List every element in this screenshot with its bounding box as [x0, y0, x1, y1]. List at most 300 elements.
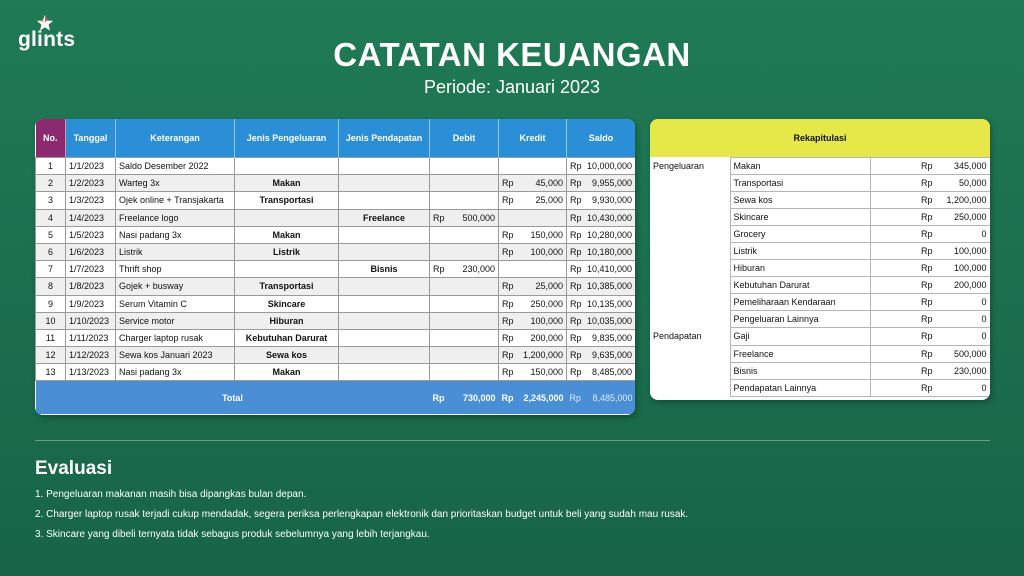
currency-label: Rp	[502, 178, 514, 189]
cell-balance-value	[570, 299, 632, 309]
cell-credit-amount: 25,000	[535, 195, 563, 206]
evaluation-item: 3. Skincare yang dibeli ternyata tidak sebagus produk sebelumnya yang lebih terjangkau.	[35, 529, 430, 540]
recap-item: Makan	[730, 158, 870, 175]
recap-amount-value	[874, 178, 987, 188]
recap-row	[650, 362, 990, 379]
cell-no: 3	[36, 192, 66, 209]
cell-balance-amount: 9,955,000	[591, 178, 632, 189]
recap-amount	[870, 260, 990, 277]
recap-amount-value	[874, 212, 987, 222]
cell-date: 1/10/2023	[66, 312, 116, 329]
cell-description: Thrift shop	[116, 261, 235, 278]
recap-row	[650, 209, 990, 226]
cell-credit-amount: 150,000	[530, 229, 563, 240]
recap-amount-number: 250,000	[953, 212, 987, 223]
cell-expense-type: Makan	[235, 175, 339, 192]
table-row	[36, 295, 636, 312]
recap-panel	[650, 119, 990, 400]
recap-amount-number: 50,000	[958, 178, 987, 189]
currency-label: Rp	[502, 298, 514, 309]
table-row	[36, 175, 636, 192]
currency-label: Rp	[433, 264, 445, 275]
table-row	[36, 226, 636, 243]
cell-debit	[430, 261, 499, 278]
currency-label: Rp	[920, 365, 933, 376]
cell-income-type: Bisnis	[339, 261, 430, 278]
cell-credit-value	[502, 178, 563, 188]
recap-group	[650, 345, 730, 362]
recap-item: Skincare	[730, 209, 870, 226]
cell-no: 8	[36, 278, 66, 295]
cell-credit-value	[502, 230, 563, 240]
recap-amount-value	[874, 263, 987, 273]
col-header-date: Tanggal	[66, 119, 116, 158]
cell-no: 13	[36, 364, 66, 381]
cell-credit-value	[502, 367, 563, 377]
currency-label: Rp	[570, 367, 582, 378]
recap-item: Pemeliharaan Kendaraan	[730, 294, 870, 311]
cell-credit	[499, 261, 567, 278]
col-header-balance: Saldo	[567, 119, 636, 158]
recap-amount-number: 200,000	[953, 280, 987, 291]
recap-group	[650, 379, 730, 396]
cell-credit	[499, 329, 567, 346]
recap-amount-value	[874, 195, 987, 205]
cell-no: 6	[36, 243, 66, 260]
table-row	[36, 278, 636, 295]
cell-income-type	[339, 158, 430, 175]
cell-description: Ojek online + Transjakarta	[116, 192, 235, 209]
currency-label: Rp	[920, 297, 933, 308]
cell-balance-value	[570, 178, 632, 188]
cell-balance-value	[570, 316, 632, 326]
cell-credit-value	[502, 350, 563, 360]
cell-debit-amount: 230,000	[462, 264, 495, 275]
currency-label: Rp	[501, 392, 514, 403]
cell-balance-amount: 10,135,000	[586, 298, 632, 309]
currency-label: Rp	[432, 392, 445, 403]
recap-row	[650, 158, 990, 175]
cell-no: 2	[36, 175, 66, 192]
recap-group	[650, 311, 730, 328]
recap-title: Rekapitulasi	[650, 119, 990, 157]
recap-amount-value	[874, 314, 987, 324]
cell-expense-type: Kebutuhan Darurat	[235, 329, 339, 346]
cell-balance	[567, 364, 636, 381]
currency-label: Rp	[570, 195, 582, 206]
cell-debit	[430, 192, 499, 209]
cell-credit-value	[502, 247, 563, 257]
recap-row	[650, 379, 990, 396]
recap-amount	[870, 311, 990, 328]
cell-date: 1/5/2023	[66, 226, 116, 243]
recap-amount-number: 0	[981, 382, 987, 393]
table-body	[36, 158, 636, 415]
recap-item: Listrik	[730, 243, 870, 260]
currency-label: Rp	[920, 348, 933, 359]
cell-expense-type: Hiburan	[235, 312, 339, 329]
cell-income-type	[339, 295, 430, 312]
cell-balance-amount: 9,835,000	[591, 332, 632, 343]
cell-no: 7	[36, 261, 66, 278]
cell-balance	[567, 158, 636, 175]
cell-debit-value	[433, 213, 495, 223]
cell-balance-amount: 10,385,000	[586, 281, 632, 292]
currency-label: Rp	[502, 281, 514, 292]
cell-date: 1/13/2023	[66, 364, 116, 381]
cell-credit	[499, 295, 567, 312]
cell-credit-amount: 100,000	[530, 315, 563, 326]
cell-date: 1/8/2023	[66, 278, 116, 295]
cell-balance-amount: 10,180,000	[586, 247, 632, 258]
recap-row	[650, 192, 990, 209]
recap-group	[650, 260, 730, 277]
cell-date: 1/11/2023	[66, 329, 116, 346]
section-divider	[35, 440, 990, 441]
recap-row	[650, 243, 990, 260]
recap-row	[650, 226, 990, 243]
recap-item: Sewa kos	[730, 192, 870, 209]
cell-description: Warteg 3x	[116, 175, 235, 192]
recap-amount	[870, 345, 990, 362]
currency-label: Rp	[570, 332, 582, 343]
currency-label: Rp	[920, 195, 933, 206]
cell-date: 1/1/2023	[66, 158, 116, 175]
cell-expense-type: Transportasi	[235, 278, 339, 295]
recap-amount	[870, 362, 990, 379]
recap-item: Pendapatan Lainnya	[730, 379, 870, 396]
currency-label: Rp	[920, 331, 933, 342]
recap-row	[650, 345, 990, 362]
cell-date: 1/2/2023	[66, 175, 116, 192]
cell-expense-type: Skincare	[235, 295, 339, 312]
col-header-income-type: Jenis Pendapatan	[339, 119, 430, 158]
cell-expense-type: Transportasi	[235, 192, 339, 209]
recap-row	[650, 260, 990, 277]
cell-balance-amount: 10,410,000	[586, 264, 632, 275]
col-header-description: Keterangan	[116, 119, 235, 158]
recap-item: Freelance	[730, 345, 870, 362]
recap-amount-value	[874, 297, 987, 307]
recap-amount	[870, 277, 990, 294]
cell-credit-amount: 200,000	[530, 332, 563, 343]
cell-balance	[567, 295, 636, 312]
logo-text: glints	[18, 28, 76, 51]
cell-balance-amount: 10,280,000	[586, 229, 632, 240]
currency-label: Rp	[502, 332, 514, 343]
cell-income-type	[339, 226, 430, 243]
cell-expense-type	[235, 261, 339, 278]
cell-date: 1/4/2023	[66, 209, 116, 226]
currency-label: Rp	[570, 350, 582, 361]
recap-amount-value	[874, 280, 987, 290]
cell-balance-value	[570, 350, 632, 360]
currency-label: Rp	[920, 161, 933, 172]
total-credit-amount: 2,245,000	[523, 392, 564, 403]
currency-label: Rp	[920, 246, 933, 257]
cell-no: 9	[36, 295, 66, 312]
currency-label: Rp	[502, 315, 514, 326]
cell-balance	[567, 278, 636, 295]
cell-description: Saldo Desember 2022	[116, 158, 235, 175]
recap-group	[650, 362, 730, 379]
recap-item: Bisnis	[730, 362, 870, 379]
currency-label: Rp	[502, 195, 514, 206]
col-header-credit: Kredit	[499, 119, 567, 158]
recap-amount	[870, 328, 990, 345]
currency-label: Rp	[569, 392, 582, 403]
cell-income-type	[339, 192, 430, 209]
recap-amount	[870, 175, 990, 192]
cell-credit	[499, 226, 567, 243]
recap-body	[650, 158, 990, 397]
cell-no: 12	[36, 347, 66, 364]
recap-amount-value	[874, 161, 987, 171]
cell-income-type	[339, 243, 430, 260]
table-row	[36, 192, 636, 209]
recap-amount-value	[874, 383, 987, 393]
cell-balance	[567, 226, 636, 243]
total-label: Total	[36, 381, 430, 415]
currency-label: Rp	[570, 178, 582, 189]
cell-income-type	[339, 312, 430, 329]
cell-credit-value	[502, 333, 563, 343]
recap-row	[650, 277, 990, 294]
cell-balance-value	[570, 195, 632, 205]
total-debit-value	[433, 393, 496, 403]
currency-label: Rp	[920, 280, 933, 291]
recap-amount-number: 500,000	[953, 348, 987, 359]
cell-income-type: Freelance	[339, 209, 430, 226]
total-debit-amount: 730,000	[462, 392, 496, 403]
cell-debit	[430, 243, 499, 260]
recap-amount-number: 230,000	[953, 365, 987, 376]
cell-balance-value	[570, 281, 632, 291]
table-row	[36, 312, 636, 329]
table-row	[36, 347, 636, 364]
recap-row	[650, 294, 990, 311]
evaluation-item: 2. Charger laptop rusak terjadi cukup mendadak, segera periksa perlengkapan elektronik dan prioritaskan budget untuk beli yang sudah mau rusak.	[35, 509, 689, 520]
total-balance-amount: 8,485,000	[592, 392, 633, 403]
cell-credit-amount: 250,000	[530, 298, 563, 309]
cell-balance-value	[570, 230, 632, 240]
cell-debit	[430, 209, 499, 226]
cell-credit	[499, 278, 567, 295]
recap-amount-number: 100,000	[953, 263, 987, 274]
recap-amount	[870, 209, 990, 226]
cell-date: 1/12/2023	[66, 347, 116, 364]
cell-credit-value	[502, 299, 563, 309]
cell-description: Service motor	[116, 312, 235, 329]
recap-item: Hiburan	[730, 260, 870, 277]
cell-debit	[430, 158, 499, 175]
currency-label: Rp	[570, 212, 582, 223]
cell-debit	[430, 312, 499, 329]
cell-balance-value	[570, 161, 632, 171]
cell-credit-value	[502, 195, 563, 205]
recap-row	[650, 311, 990, 328]
recap-amount-number: 345,000	[953, 161, 987, 172]
table-row	[36, 209, 636, 226]
cell-debit	[430, 364, 499, 381]
recap-amount-number: 0	[981, 314, 987, 325]
recap-group	[650, 243, 730, 260]
cell-balance-amount: 9,635,000	[591, 350, 632, 361]
recap-item: Kebutuhan Darurat	[730, 277, 870, 294]
table-row	[36, 261, 636, 278]
recap-amount	[870, 192, 990, 209]
col-header-expense-type: Jenis Pengeluaran	[235, 119, 339, 158]
cell-debit	[430, 329, 499, 346]
cell-no: 1	[36, 158, 66, 175]
cell-balance	[567, 192, 636, 209]
currency-label: Rp	[920, 229, 933, 240]
cell-date: 1/7/2023	[66, 261, 116, 278]
currency-label: Rp	[570, 315, 582, 326]
total-debit	[430, 381, 499, 415]
cell-debit	[430, 347, 499, 364]
cell-income-type	[339, 329, 430, 346]
table-row	[36, 364, 636, 381]
total-row	[36, 381, 636, 415]
cell-expense-type: Sewa kos	[235, 347, 339, 364]
cell-description: Freelance logo	[116, 209, 235, 226]
currency-label: Rp	[570, 247, 582, 258]
evaluation-title: Evaluasi	[35, 458, 113, 479]
total-balance	[567, 381, 636, 415]
total-credit-value	[502, 393, 564, 403]
recap-amount	[870, 158, 990, 175]
recap-amount-number: 1,200,000	[946, 195, 987, 206]
cell-balance-amount: 9,930,000	[591, 195, 632, 206]
recap-amount-number: 0	[981, 229, 987, 240]
currency-label: Rp	[920, 314, 933, 325]
cell-credit	[499, 347, 567, 364]
table-row	[36, 158, 636, 175]
cell-debit-amount: 500,000	[462, 212, 495, 223]
cell-date: 1/9/2023	[66, 295, 116, 312]
cell-balance-value	[570, 264, 632, 274]
recap-amount-value	[874, 331, 987, 341]
currency-label: Rp	[920, 382, 933, 393]
cell-description: Listrik	[116, 243, 235, 260]
recap-row	[650, 328, 990, 345]
total-credit	[499, 381, 567, 415]
recap-amount-value	[874, 229, 987, 239]
cell-credit	[499, 158, 567, 175]
cell-description: Gojek + busway	[116, 278, 235, 295]
recap-amount-number: 0	[981, 297, 987, 308]
cell-expense-type: Listrik	[235, 243, 339, 260]
cell-expense-type	[235, 158, 339, 175]
recap-item: Gaji	[730, 328, 870, 345]
currency-label: Rp	[920, 263, 933, 274]
cell-balance	[567, 329, 636, 346]
cell-credit	[499, 209, 567, 226]
cell-balance-amount: 10,430,000	[586, 212, 632, 223]
cell-credit-amount: 25,000	[535, 281, 563, 292]
transactions-table	[35, 119, 635, 415]
recap-group: Pengeluaran	[650, 158, 730, 175]
recap-group	[650, 209, 730, 226]
total-balance-value	[570, 393, 633, 403]
cell-credit-amount: 1,200,000	[522, 350, 563, 361]
cell-expense-type	[235, 209, 339, 226]
currency-label: Rp	[920, 178, 933, 189]
cell-balance-amount: 10,035,000	[586, 315, 632, 326]
recap-amount-number: 0	[981, 331, 987, 342]
cell-credit-value	[502, 316, 563, 326]
recap-amount-value	[874, 246, 987, 256]
cell-no: 10	[36, 312, 66, 329]
currency-label: Rp	[433, 212, 445, 223]
recap-amount	[870, 243, 990, 260]
recap-item: Pengeluaran Lainnya	[730, 311, 870, 328]
cell-description: Nasi padang 3x	[116, 364, 235, 381]
cell-credit	[499, 175, 567, 192]
currency-label: Rp	[502, 350, 514, 361]
col-header-debit: Debit	[430, 119, 499, 158]
currency-label: Rp	[920, 212, 933, 223]
cell-credit	[499, 312, 567, 329]
currency-label: Rp	[570, 229, 582, 240]
evaluation-list	[35, 489, 995, 549]
cell-date: 1/3/2023	[66, 192, 116, 209]
table-row	[36, 329, 636, 346]
recap-group	[650, 294, 730, 311]
cell-credit-value	[502, 281, 563, 291]
cell-balance-value	[570, 333, 632, 343]
cell-balance	[567, 312, 636, 329]
recap-amount	[870, 226, 990, 243]
recap-amount	[870, 379, 990, 396]
cell-balance	[567, 209, 636, 226]
recap-group	[650, 226, 730, 243]
cell-balance	[567, 261, 636, 278]
cell-description: Sewa kos Januari 2023	[116, 347, 235, 364]
cell-balance-amount: 8,485,000	[591, 367, 632, 378]
cell-date: 1/6/2023	[66, 243, 116, 260]
cell-credit-amount: 100,000	[530, 247, 563, 258]
cell-income-type	[339, 175, 430, 192]
cell-no: 4	[36, 209, 66, 226]
recap-row	[650, 175, 990, 192]
recap-group	[650, 175, 730, 192]
cell-debit	[430, 226, 499, 243]
evaluation-item: 1. Pengeluaran makanan masih bisa dipangkas bulan depan.	[35, 489, 307, 500]
cell-no: 11	[36, 329, 66, 346]
currency-label: Rp	[570, 264, 582, 275]
currency-label: Rp	[570, 298, 582, 309]
cell-credit	[499, 364, 567, 381]
cell-credit-amount: 150,000	[530, 367, 563, 378]
currency-label: Rp	[570, 281, 582, 292]
col-header-no: No.	[36, 119, 66, 158]
cell-description: Charger laptop rusak	[116, 329, 235, 346]
currency-label: Rp	[502, 367, 514, 378]
cell-balance-value	[570, 213, 632, 223]
cell-credit-amount: 45,000	[535, 178, 563, 189]
cell-debit	[430, 175, 499, 192]
currency-label: Rp	[570, 161, 582, 172]
table-row	[36, 243, 636, 260]
cell-income-type	[339, 347, 430, 364]
cell-expense-type: Makan	[235, 226, 339, 243]
recap-item: Grocery	[730, 226, 870, 243]
cell-credit	[499, 243, 567, 260]
currency-label: Rp	[502, 247, 514, 258]
recap-amount-value	[874, 349, 987, 359]
